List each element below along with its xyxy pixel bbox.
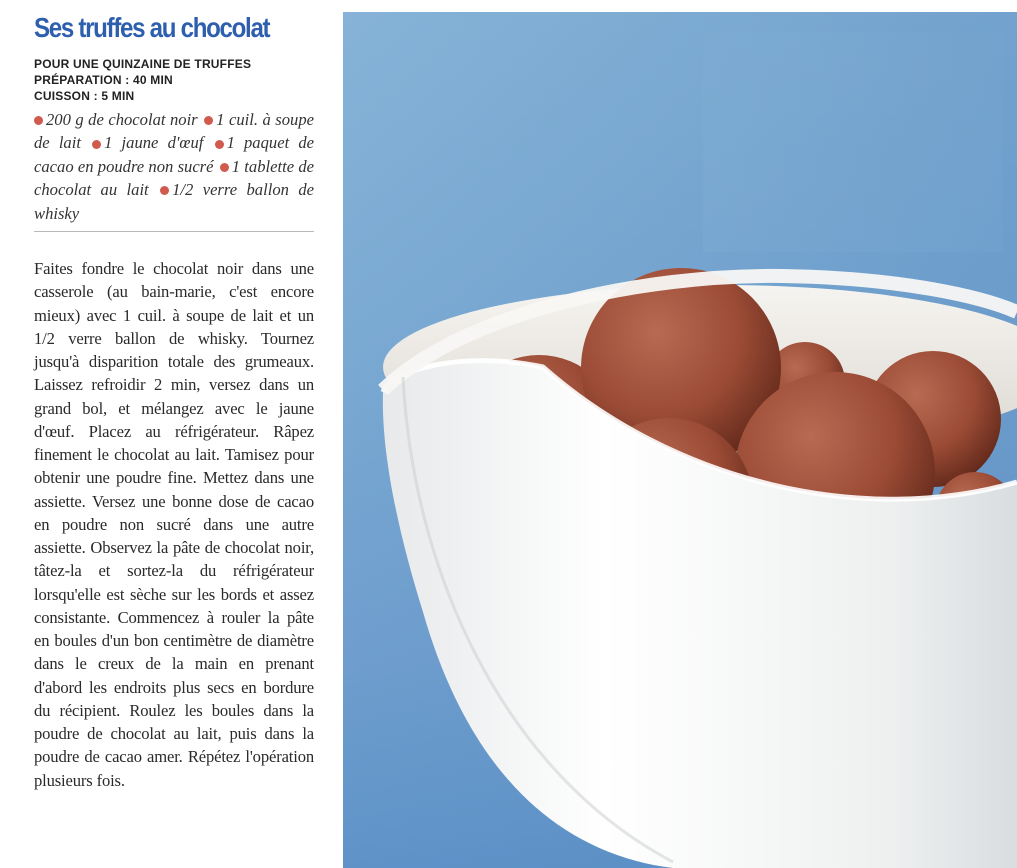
- ingredient-item: 200 g de chocolat noir: [46, 110, 198, 129]
- ingredient-item: 1 paquet de cacao en poudre non sucré: [34, 133, 314, 176]
- recipe-meta: [34, 56, 314, 104]
- bullet-icon: [215, 140, 224, 149]
- bullet-icon: [204, 116, 213, 125]
- bullet-icon: [34, 116, 43, 125]
- bullet-icon: [220, 163, 229, 172]
- servings-text: POUR UNE QUINZAINE DE TRUFFES: [34, 57, 252, 71]
- recipe-title: Ses truffes au chocolat: [34, 12, 270, 43]
- recipe-method: Faites fondre le chocolat noir dans une casserole (au bain-marie, c'est encore mieux) avec 1 cuil. à soupe de lait et un 1/2 verre ballon de whisky. Tournez jusqu'à disparition totale des grumeaux. Laissez refroidir 2 min, versez dans un grand bol, et mélangez avec le jaune d'œuf. Placez au réfrigérateur. Râpez finement le chocolat au lait. Tamisez pour obtenir une poudre fine. Mettez dans une assiette. Versez une bonne dose de cacao en poudre non sucré dans une autre assiette. Observez la pâte de chocolat noir, tâtez-la et sortez-la du réfrigérateur lorsqu'elle est sèche sur les bords et assez consistante. Commencez à rouler la pâte en boules d'un bon centimètre de diamètre dans le creux de la main en prenant d'abord les endroits plus secs en bordure du récipient. Roulez les boules dans la poudre de chocolat au lait, puis dans la poudre de cacao amer. Répétez l'opération plusieurs fois.: [34, 259, 314, 790]
- truffle-bowl-illustration: [343, 12, 1017, 868]
- bullet-icon: [92, 140, 101, 149]
- recipe-column: [34, 8, 314, 864]
- ingredient-list: [34, 108, 314, 225]
- truffle-bowl-photo: [343, 12, 1017, 868]
- ingredient-divider: [34, 231, 314, 232]
- preparation-time: PRÉPARATION : 40 MIN: [34, 73, 173, 87]
- cooking-time: CUISSON : 5 MIN: [34, 89, 135, 103]
- bullet-icon: [160, 186, 169, 195]
- ingredient-item: 1 cuil. à soupe de lait: [34, 110, 314, 153]
- ingredient-item: 1 tablette de chocolat au lait: [34, 156, 314, 200]
- ingredient-item: 1 jaune d'œuf: [104, 133, 204, 153]
- ingredient-item: 1/2 verre ballon de whisky: [34, 180, 314, 223]
